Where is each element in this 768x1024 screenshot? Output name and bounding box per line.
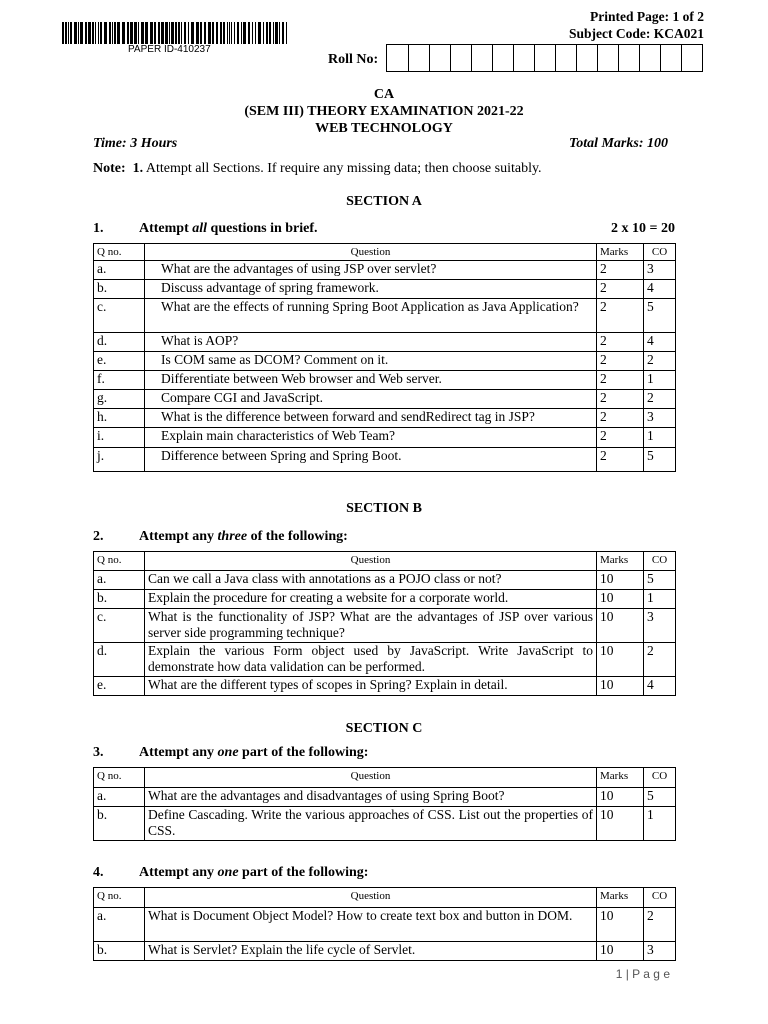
- question-number-cell: c.: [94, 299, 145, 333]
- barcode-bar: [161, 22, 164, 44]
- question-number-cell: a.: [94, 788, 145, 807]
- column-header-co: CO: [644, 552, 676, 571]
- instruction-text: questions in brief.: [207, 221, 318, 236]
- question-text-cell: What is the functionality of JSP? What are the advantages of JSP over various server side programming technique?: [145, 609, 597, 643]
- marks-cell: 10: [597, 807, 644, 841]
- question-3-heading: [93, 745, 675, 761]
- roll-digit-box: [471, 45, 492, 71]
- roll-digit-box: [534, 45, 555, 71]
- barcode-bar: [62, 22, 64, 44]
- question-number-cell: e.: [94, 677, 145, 696]
- co-cell: 3: [644, 942, 676, 961]
- table-row: [94, 643, 676, 677]
- page-footer: 1 | P a g e: [615, 967, 670, 981]
- table-header-row: [94, 888, 676, 908]
- question-number-cell: b.: [94, 280, 145, 299]
- question-number-cell: f.: [94, 371, 145, 390]
- table-row: [94, 908, 676, 942]
- column-header-question: Question: [145, 244, 597, 261]
- barcode-bar: [263, 22, 264, 44]
- barcode-bar: [188, 22, 189, 44]
- marks-cell: 10: [597, 571, 644, 590]
- instruction-emphasis: three: [217, 529, 248, 544]
- column-header-co: CO: [644, 244, 676, 261]
- instruction-text: Attempt: [139, 221, 193, 236]
- barcode-bar: [181, 22, 182, 44]
- barcode-bar: [178, 22, 180, 44]
- table-row: [94, 571, 676, 590]
- barcode-bar: [165, 22, 168, 44]
- roll-digit-box: [618, 45, 639, 71]
- question-text-cell: Compare CGI and JavaScript.: [145, 390, 597, 409]
- column-header-co: CO: [644, 768, 676, 788]
- question-number-cell: a.: [94, 261, 145, 280]
- question-number-cell: b.: [94, 590, 145, 609]
- question-number: 2.: [93, 529, 104, 544]
- question-number-cell: c.: [94, 609, 145, 643]
- barcode-bar: [158, 22, 160, 44]
- column-header-qno: Q no.: [94, 244, 145, 261]
- barcode-bar: [275, 22, 278, 44]
- marks-cell: 10: [597, 677, 644, 696]
- barcode-bar: [204, 22, 206, 44]
- question-text-cell: Differentiate between Web browser and Web server.: [145, 371, 597, 390]
- roll-digit-box: [660, 45, 681, 71]
- barcode-bar: [266, 22, 268, 44]
- question-text-cell: Discuss advantage of spring framework.: [145, 280, 597, 299]
- question-text-cell: Explain the procedure for creating a website for a corporate world.: [145, 590, 597, 609]
- column-header-qno: Q no.: [94, 552, 145, 571]
- question-text-cell: What is the difference between forward and sendRedirect tag in JSP?: [145, 409, 597, 428]
- table-row: [94, 409, 676, 428]
- co-cell: 2: [644, 643, 676, 677]
- barcode-bar: [282, 22, 284, 44]
- instruction-emphasis: one: [217, 865, 239, 880]
- barcode-image: [62, 22, 290, 44]
- table-row: [94, 352, 676, 371]
- table-row: [94, 807, 676, 841]
- question-text-cell: What are the advantages of using JSP over servlet?: [145, 261, 597, 280]
- marks-cell: 2: [597, 409, 644, 428]
- question-number-cell: b.: [94, 807, 145, 841]
- barcode-bar: [220, 22, 222, 44]
- instruction-emphasis: all: [192, 221, 208, 236]
- barcode-bar: [191, 22, 194, 44]
- table-row: [94, 942, 676, 961]
- co-cell: 1: [644, 428, 676, 448]
- table-row: [94, 299, 676, 333]
- barcode-bar: [134, 22, 137, 44]
- marks-cell: 2: [597, 428, 644, 448]
- barcode-bar: [279, 22, 280, 44]
- section-a-marks: 2 x 10 = 20: [611, 221, 675, 236]
- barcode-bar: [255, 22, 256, 44]
- marks-cell: 10: [597, 788, 644, 807]
- question-number-cell: j.: [94, 448, 145, 472]
- table-row: [94, 428, 676, 448]
- barcode-bar: [65, 22, 67, 44]
- column-header-question: Question: [145, 552, 597, 571]
- co-cell: 5: [644, 788, 676, 807]
- barcode-bar: [243, 22, 246, 44]
- barcode-bar: [145, 22, 148, 44]
- barcode-bar: [208, 22, 211, 44]
- barcode-bar: [227, 22, 228, 44]
- marks-cell: 2: [597, 333, 644, 352]
- course-title: CA: [373, 87, 395, 102]
- roll-digit-box: [597, 45, 618, 71]
- barcode-bar: [114, 22, 116, 44]
- question-text-cell: What are the advantages and disadvantages of using Spring Boot?: [145, 788, 597, 807]
- co-cell: 1: [644, 371, 676, 390]
- table-row: [94, 448, 676, 472]
- question-2-heading: [93, 529, 675, 545]
- question-4-table: [93, 887, 676, 961]
- table-row: [94, 371, 676, 390]
- instruction-text: part of the following:: [238, 865, 369, 880]
- barcode-bar: [237, 22, 239, 44]
- barcode-bar: [241, 22, 242, 44]
- barcode-bar: [92, 22, 94, 44]
- marks-cell: 10: [597, 942, 644, 961]
- section-c-heading: SECTION C: [345, 721, 423, 736]
- section-b-table: [93, 551, 676, 696]
- instruction-text: Attempt any: [139, 529, 218, 544]
- roll-digit-box: [492, 45, 513, 71]
- question-text-cell: What are the different types of scopes in Spring? Explain in detail.: [145, 677, 597, 696]
- marks-cell: 10: [597, 643, 644, 677]
- barcode-bar: [70, 22, 72, 44]
- barcode-bar: [141, 22, 144, 44]
- note-label: Note:: [93, 161, 126, 176]
- note: [93, 161, 542, 177]
- roll-number-field: [328, 44, 703, 72]
- marks-cell: 2: [597, 280, 644, 299]
- instruction-emphasis: one: [217, 745, 239, 760]
- column-header-qno: Q no.: [94, 888, 145, 908]
- roll-digit-box: [576, 45, 597, 71]
- question-number-cell: i.: [94, 428, 145, 448]
- subject-code: Subject Code: KCA021: [569, 26, 704, 41]
- barcode-bar: [216, 22, 218, 44]
- barcode-bar: [223, 22, 225, 44]
- note-number: 1.: [132, 161, 144, 176]
- barcode-bar: [95, 22, 96, 44]
- barcode-bar: [154, 22, 156, 44]
- question-text-cell: Is COM same as DCOM? Comment on it.: [145, 352, 597, 371]
- question-text-cell: Explain the various Form object used by JavaScript. Write JavaScript to demonstrate how data validation can be performed.: [145, 643, 597, 677]
- barcode-bar: [127, 22, 129, 44]
- barcode-bar: [231, 22, 232, 44]
- barcode-bar: [273, 22, 274, 44]
- column-header-marks: Marks: [597, 888, 644, 908]
- table-row: [94, 609, 676, 643]
- barcode-bar: [150, 22, 153, 44]
- table-header-row: [94, 768, 676, 788]
- barcode-bar: [169, 22, 170, 44]
- barcode-bar: [269, 22, 271, 44]
- roll-boxes: [386, 44, 703, 72]
- question-4-heading: [93, 865, 675, 881]
- marks-cell: 10: [597, 609, 644, 643]
- barcode-bar: [196, 22, 199, 44]
- barcode-bar: [130, 22, 133, 44]
- co-cell: 5: [644, 448, 676, 472]
- instruction-text: Attempt any: [139, 745, 218, 760]
- barcode-bar: [109, 22, 111, 44]
- marks-cell: 2: [597, 448, 644, 472]
- barcode-bar: [286, 22, 287, 44]
- table-row: [94, 677, 676, 696]
- question-number: 3.: [93, 745, 104, 760]
- barcode-bar: [104, 22, 107, 44]
- instruction-text: part of the following:: [238, 745, 369, 760]
- question-text-cell: What are the effects of running Spring Boot Application as Java Application?: [145, 299, 597, 333]
- roll-label: Roll No:: [328, 52, 379, 67]
- question-number-cell: b.: [94, 942, 145, 961]
- barcode-bar: [234, 22, 235, 44]
- co-cell: 4: [644, 280, 676, 299]
- marks-cell: 2: [597, 261, 644, 280]
- roll-digit-box: [513, 45, 534, 71]
- question-3-table: [93, 767, 676, 841]
- subject-title: WEB TECHNOLOGY: [315, 121, 453, 136]
- column-header-question: Question: [145, 888, 597, 908]
- roll-digit-box: [639, 45, 660, 71]
- barcode-bar: [122, 22, 125, 44]
- total-marks: Total Marks: 100: [568, 136, 668, 151]
- marks-cell: 2: [597, 390, 644, 409]
- column-header-marks: Marks: [597, 552, 644, 571]
- question-text-cell: Difference between Spring and Spring Boot.: [145, 448, 597, 472]
- question-text-cell: What is Servlet? Explain the life cycle of Servlet.: [145, 942, 597, 961]
- barcode-bar: [98, 22, 99, 44]
- co-cell: 1: [644, 807, 676, 841]
- co-cell: 5: [644, 571, 676, 590]
- table-row: [94, 333, 676, 352]
- column-header-question: Question: [145, 768, 597, 788]
- exam-title: (SEM III) THEORY EXAMINATION 2021-22: [244, 104, 524, 119]
- co-cell: 3: [644, 609, 676, 643]
- barcode-bar: [74, 22, 77, 44]
- column-header-co: CO: [644, 888, 676, 908]
- page-info: [569, 8, 704, 42]
- marks-cell: 2: [597, 299, 644, 333]
- barcode-bar: [171, 22, 174, 44]
- question-text-cell: Can we call a Java class with annotations as a POJO class or not?: [145, 571, 597, 590]
- column-header-marks: Marks: [597, 768, 644, 788]
- barcode-bar: [117, 22, 120, 44]
- marks-cell: 10: [597, 908, 644, 942]
- table-row: [94, 280, 676, 299]
- table-header-row: [94, 552, 676, 571]
- marks-cell: 2: [597, 371, 644, 390]
- paper-id: PAPER ID-410237: [128, 44, 211, 55]
- question-number-cell: d.: [94, 333, 145, 352]
- table-row: [94, 590, 676, 609]
- co-cell: 3: [644, 409, 676, 428]
- roll-digit-box: [408, 45, 429, 71]
- co-cell: 1: [644, 590, 676, 609]
- co-cell: 2: [644, 908, 676, 942]
- question-text-cell: Explain main characteristics of Web Team?: [145, 428, 597, 448]
- barcode-bar: [184, 22, 186, 44]
- column-header-marks: Marks: [597, 244, 644, 261]
- roll-digit-box: [681, 45, 702, 71]
- co-cell: 2: [644, 352, 676, 371]
- table-row: [94, 788, 676, 807]
- question-1-heading: [93, 221, 675, 237]
- barcode-bar: [229, 22, 230, 44]
- barcode-bar: [68, 22, 69, 44]
- barcode-bar: [112, 22, 113, 44]
- barcode-bar: [248, 22, 250, 44]
- question-number-cell: a.: [94, 908, 145, 942]
- marks-cell: 10: [597, 590, 644, 609]
- time-allowed: Time: 3 Hours: [93, 136, 178, 151]
- question-number-cell: h.: [94, 409, 145, 428]
- question-text-cell: What is AOP?: [145, 333, 597, 352]
- barcode-bar: [212, 22, 214, 44]
- co-cell: 5: [644, 299, 676, 333]
- table-row: [94, 390, 676, 409]
- barcode-bar: [100, 22, 102, 44]
- co-cell: 2: [644, 390, 676, 409]
- question-number: 4.: [93, 865, 104, 880]
- note-text: Attempt all Sections. If require any missing data; then choose suitably.: [143, 161, 542, 176]
- table-row: [94, 261, 676, 280]
- question-text-cell: What is Document Object Model? How to create text box and button in DOM.: [145, 908, 597, 942]
- question-number-cell: a.: [94, 571, 145, 590]
- barcode-bar: [252, 22, 253, 44]
- instruction-text: Attempt any: [139, 865, 218, 880]
- barcode-bar: [85, 22, 87, 44]
- roll-digit-box: [387, 45, 408, 71]
- barcode-bar: [78, 22, 79, 44]
- question-text-cell: Define Cascading. Write the various approaches of CSS. List out the properties of CSS.: [145, 807, 597, 841]
- barcode-bar: [138, 22, 139, 44]
- marks-cell: 2: [597, 352, 644, 371]
- roll-digit-box: [450, 45, 471, 71]
- barcode-bar: [200, 22, 202, 44]
- co-cell: 3: [644, 261, 676, 280]
- section-b-heading: SECTION B: [346, 501, 422, 516]
- question-number-cell: d.: [94, 643, 145, 677]
- barcode-bar: [258, 22, 261, 44]
- section-a-heading: SECTION A: [346, 194, 422, 209]
- roll-digit-box: [429, 45, 450, 71]
- barcode-bar: [175, 22, 177, 44]
- barcode-bar: [80, 22, 83, 44]
- printed-page: Printed Page: 1 of 2: [590, 9, 704, 24]
- question-number-cell: e.: [94, 352, 145, 371]
- column-header-qno: Q no.: [94, 768, 145, 788]
- instruction-text: of the following:: [247, 529, 348, 544]
- question-number-cell: g.: [94, 390, 145, 409]
- co-cell: 4: [644, 333, 676, 352]
- table-header-row: [94, 244, 676, 261]
- question-number: 1.: [93, 221, 104, 236]
- co-cell: 4: [644, 677, 676, 696]
- section-a-table: [93, 243, 676, 472]
- barcode-bar: [88, 22, 91, 44]
- roll-digit-box: [555, 45, 576, 71]
